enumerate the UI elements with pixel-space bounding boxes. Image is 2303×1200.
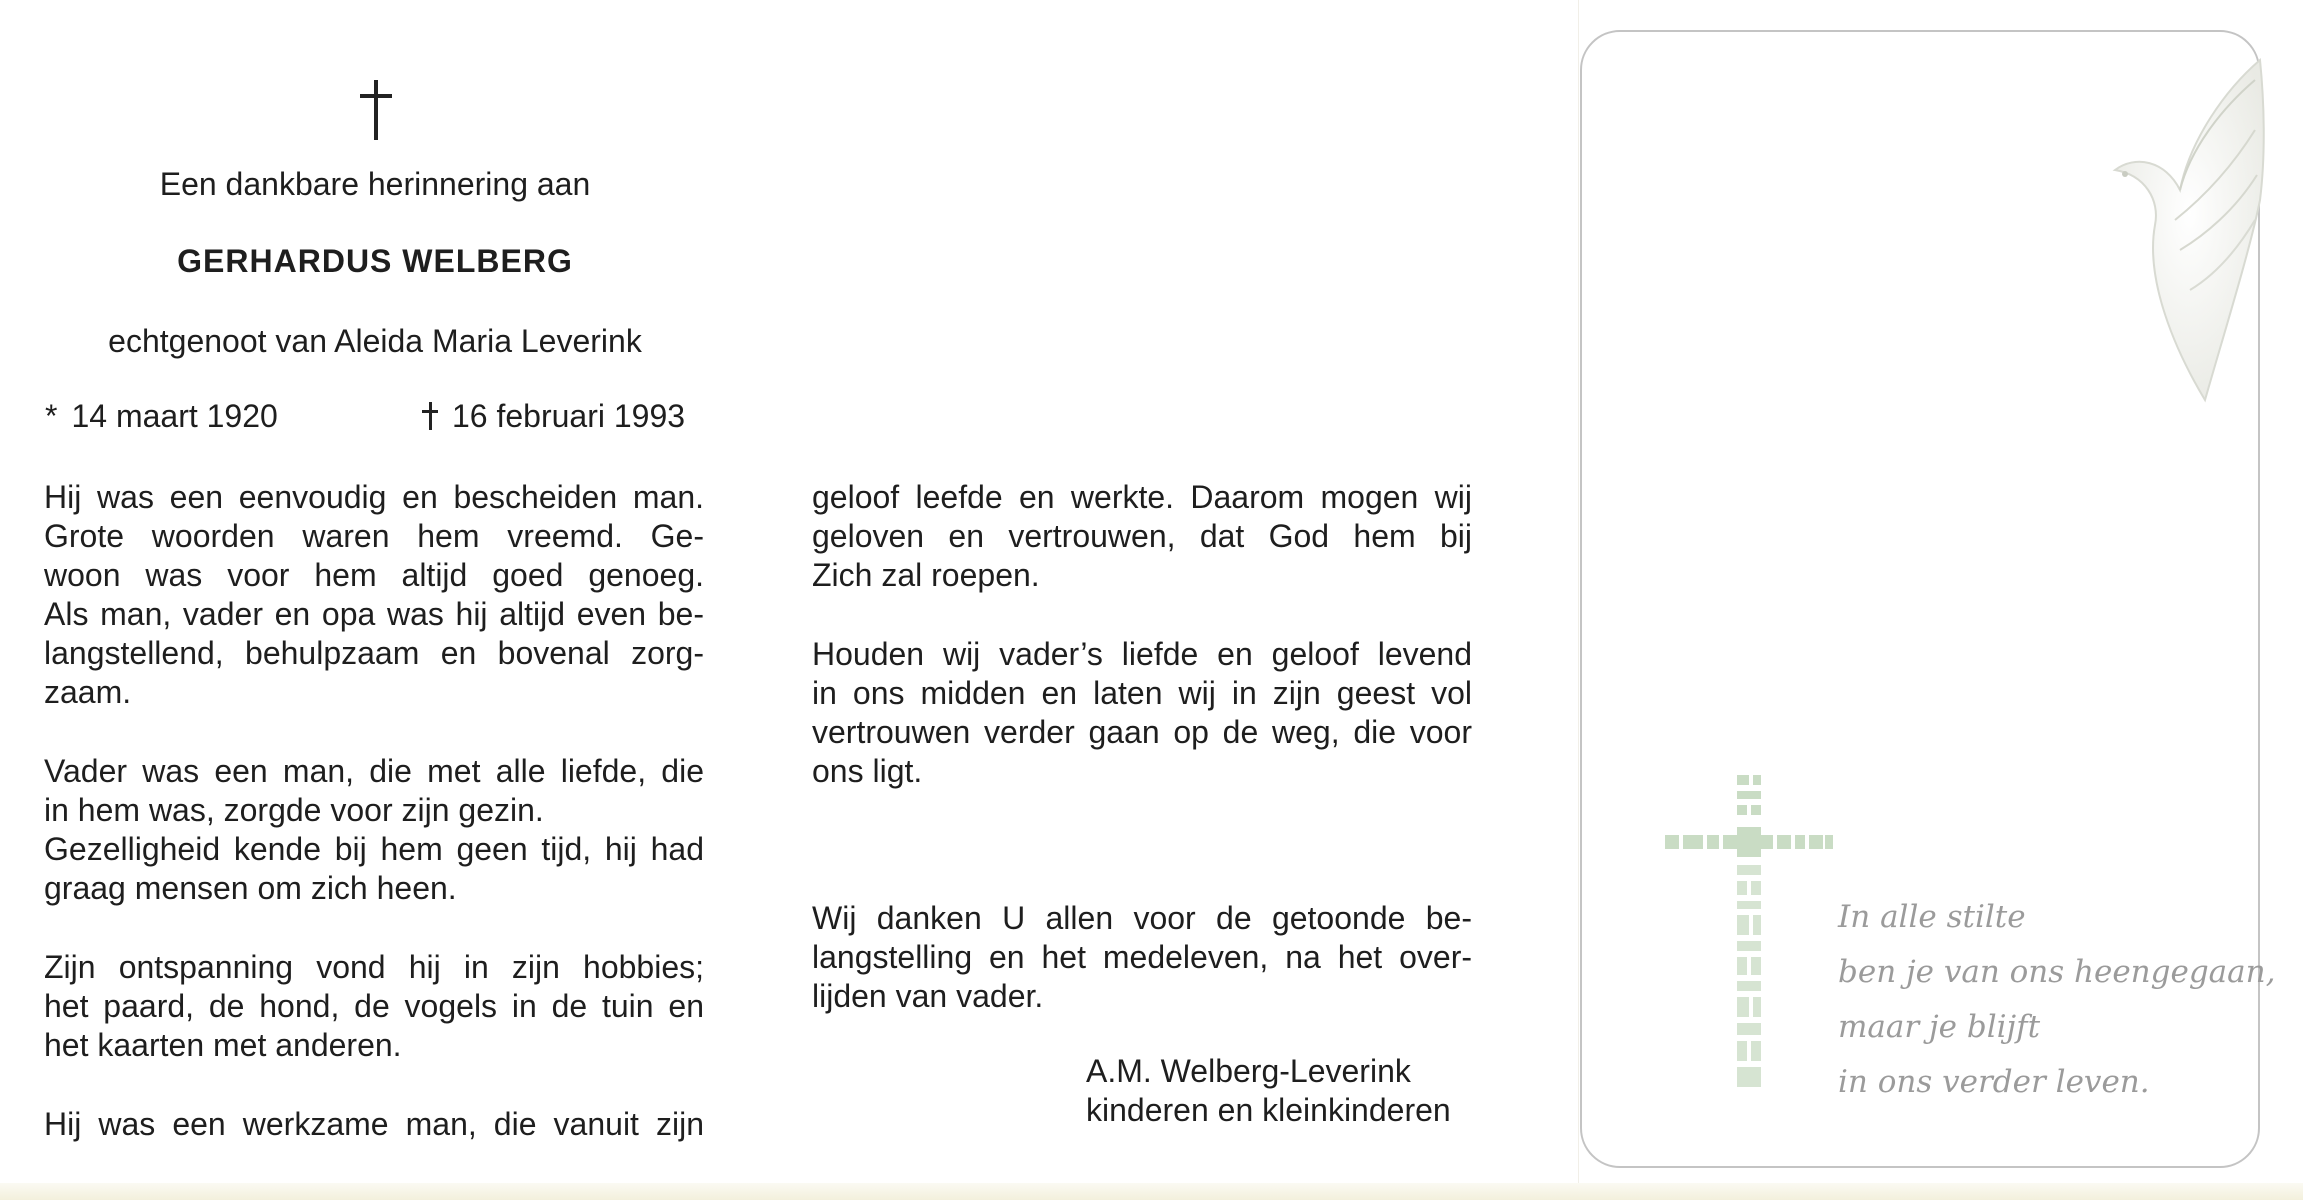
text-line: Hij was een eenvoudig en bescheiden man.: [44, 479, 704, 515]
text-line: graag mensen om zich heen.: [44, 870, 457, 906]
spouse-line: echtgenoot van Aleida Maria Leverink: [108, 323, 642, 359]
text-line: in ons midden en laten wij in zijn geest vol: [812, 675, 1472, 711]
text-line: het kaarten met anderen.: [44, 1027, 402, 1063]
text-line: Als man, vader en opa was hij altijd even be-: [44, 596, 704, 632]
text-line: ons ligt.: [812, 753, 923, 789]
signature-block: [1086, 1052, 1451, 1130]
text-line: langstellend, behulpzaam en bovenal zorg-: [44, 635, 704, 671]
cross-icon: [1665, 775, 1835, 1095]
signature-family: kinderen en kleinkinderen: [1086, 1092, 1451, 1128]
text-line: vertrouwen verder gaan op de weg, die voor: [812, 714, 1472, 750]
fold-line: [1578, 0, 1579, 1200]
paragraph: [44, 478, 704, 712]
deceased-name: GERHARDUS WELBERG: [177, 243, 573, 279]
text-line: Houden wij vader’s liefde en geloof levend: [812, 636, 1472, 672]
right-text-column: [812, 478, 1472, 1056]
paragraph: [44, 1105, 704, 1144]
intro-text: Een dankbare herinnering aan: [159, 166, 591, 202]
paragraph: [812, 478, 1472, 595]
text-line: Grote woorden waren hem vreemd. Ge-: [44, 518, 704, 554]
text-line: in hem was, zorgde voor zijn gezin.: [44, 792, 544, 828]
birth-date: 14 maart 1920: [71, 398, 278, 434]
paragraph: [812, 635, 1472, 791]
text-line: het paard, de hond, de vogels in de tuin en: [44, 988, 704, 1024]
death-date-line: [422, 398, 685, 435]
text-line: geloven en vertrouwen, dat God hem bij: [812, 518, 1472, 554]
paper-edge: [0, 1183, 2303, 1200]
left-text-column: [44, 478, 704, 1184]
dove-icon: [1975, 50, 2275, 410]
text-line: Hij was een werkzame man, die vanuit zijn: [44, 1106, 704, 1142]
text-line: lijden van vader.: [812, 978, 1044, 1014]
text-line: Zich zal roepen.: [812, 557, 1040, 593]
text-line: Wij danken U allen voor de getoonde be-: [812, 900, 1472, 936]
dagger-icon: [422, 402, 438, 430]
text-line: Vader was een man, die met alle liefde, die: [44, 753, 704, 789]
text-line: zaam.: [44, 674, 132, 710]
paragraph: [44, 948, 704, 1065]
birth-star-symbol: *: [45, 398, 58, 434]
text-line: Gezelligheid kende bij hem geen tijd, hij had: [44, 831, 704, 867]
signature-name: A.M. Welberg-Leverink: [1086, 1053, 1411, 1089]
poem-line: In alle stilte: [1838, 899, 2026, 935]
text-line: Zijn ontspanning vond hij in zijn hobbies;: [44, 949, 704, 985]
paragraph: [44, 752, 704, 908]
text-line: geloof leefde en werkte. Daarom mogen wij: [812, 479, 1472, 515]
poem: [1838, 890, 2275, 1110]
text-line: langstelling en het medeleven, na het over-: [812, 939, 1472, 975]
text-line: woon was voor hem altijd goed genoeg.: [44, 557, 704, 593]
poem-line: ben je van ons heengegaan,: [1838, 954, 2276, 990]
poem-line: in ons verder leven.: [1838, 1064, 2150, 1100]
cross-icon: [360, 80, 392, 140]
poem-line: maar je blijft: [1838, 1009, 2041, 1045]
birth-date-line: [45, 398, 278, 435]
paragraph: [812, 899, 1472, 1016]
death-date: 16 februari 1993: [452, 398, 686, 434]
